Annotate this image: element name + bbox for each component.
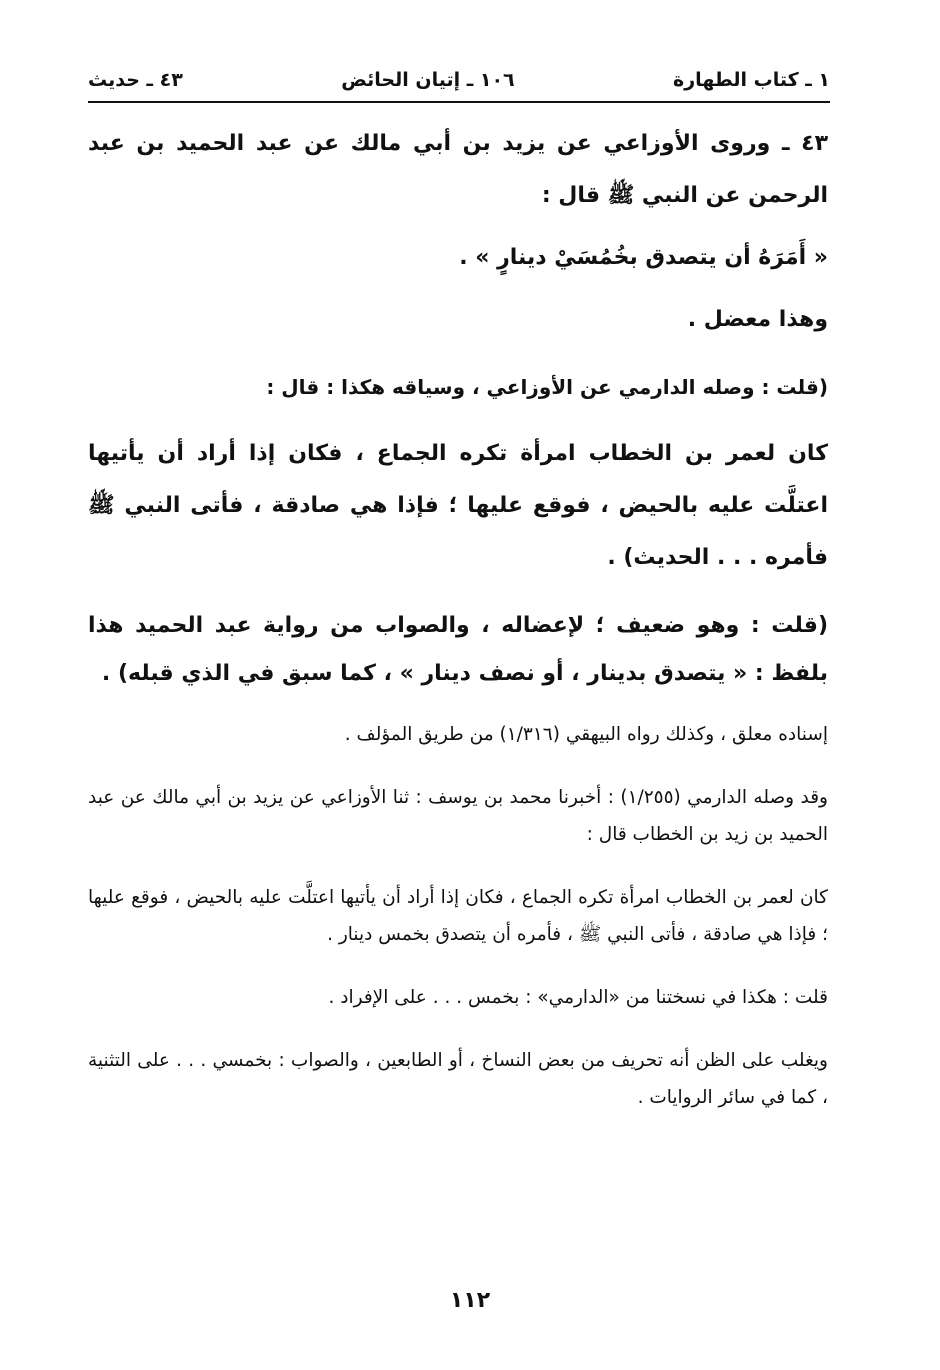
running-header	[88, 62, 830, 98]
hadith-grade: وهذا معضل .	[687, 307, 828, 332]
commentary-verdict: (قلت : وهو ضعيف ؛ لإعضاله ، والصواب من رواية عبد الحميد هذا بلفظ : « يتصدق بدينار ، أو نصف دينار » ، كما سبق في الذي قبله) .	[88, 613, 828, 686]
commentary-intro: (قلت : وصله الدارمي عن الأوزاعي ، وسياقه هكذا : قال :	[266, 375, 828, 399]
header-divider	[88, 101, 830, 103]
commentary-quote: كان لعمر بن الخطاب امرأة تكره الجماع ، فكان إذا أراد أن يأتيها اعتلَّت عليه بالحيض ، فوقع عليها ؛ فإذا هي صادقة ، فأتى النبي ﷺ فأمره . . . الحديث) .	[88, 441, 828, 570]
page-body	[88, 118, 828, 1116]
note-darimi-text: كان لعمر بن الخطاب امرأة تكره الجماع ، فكان إذا أراد أن يأتيها اعتلَّت عليه بالحيض ، فوقع عليها ؛ فإذا هي صادقة ، فأتى النبي ﷺ ، فأمره أن يتصدق بخمس دينار .	[88, 887, 828, 945]
note-copy: قلت : هكذا في نسختنا من «الدارمي» : بخمس . . . على الإفراد .	[328, 987, 828, 1008]
page-number: ١١٢	[449, 1288, 491, 1313]
header-section: ١٠٦ ـ إتيان الحائض	[341, 69, 515, 91]
hadith-matn: « أَمَرَهُ أن يتصدق بخُمُسَيْ دينارٍ » .	[459, 245, 828, 270]
header-hadith-number: ٤٣ ـ حديث	[88, 69, 183, 91]
header-chapter: ١ ـ كتاب الطهارة	[673, 69, 830, 91]
note-correction: ويغلب على الظن أنه تحريف من بعض النساخ ، أو الطابعين ، والصواب : بخمسي . . . على التثنية ، كما في سائر الروايات .	[88, 1050, 828, 1108]
hadith-text: ٤٣ ـ وروى الأوزاعي عن يزيد بن أبي مالك عن عبد الحميد بن عبد الرحمن عن النبي ﷺ قال :	[88, 131, 828, 208]
note-isnad: إسناده معلق ، وكذلك رواه البيهقي (١/٣١٦) من طريق المؤلف .	[344, 724, 828, 745]
note-darimi: وقد وصله الدارمي (١/٢٥٥) : أخبرنا محمد بن يوسف : ثنا الأوزاعي عن يزيد بن أبي مالك عن عبد الحميد بن زيد بن الخطاب قال :	[88, 787, 828, 845]
